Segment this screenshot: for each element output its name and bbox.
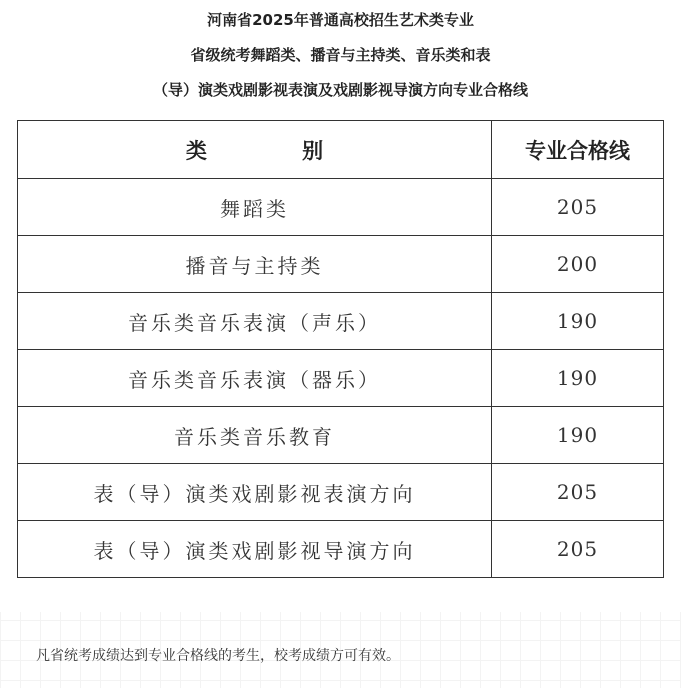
row-category: 音乐类音乐表演（声乐） (18, 293, 492, 350)
row-score: 205 (492, 179, 664, 236)
row-category: 舞蹈类 (18, 179, 492, 236)
footnote: 凡省统考成绩达到专业合格线的考生，校考成绩方可有效。 (36, 648, 400, 664)
header-category: 类 别 (18, 121, 492, 179)
row-score: 200 (492, 236, 664, 293)
table-header-row (18, 121, 664, 179)
title-line-3: （导）演类戏剧影视表演及戏剧影视导演方向专业合格线 (152, 81, 528, 99)
row-score: 190 (492, 407, 664, 464)
table-row (18, 293, 664, 350)
row-category: 表（导）演类戏剧影视导演方向 (18, 521, 492, 578)
row-score: 190 (492, 350, 664, 407)
table-row (18, 407, 664, 464)
table-row (18, 350, 664, 407)
row-score: 190 (492, 293, 664, 350)
title-line-1: 河南省2025年普通高校招生艺术类专业 (207, 11, 474, 29)
score-table (17, 120, 664, 578)
row-category: 音乐类音乐教育 (18, 407, 492, 464)
row-category: 播音与主持类 (18, 236, 492, 293)
row-score: 205 (492, 464, 664, 521)
row-category: 表（导）演类戏剧影视表演方向 (18, 464, 492, 521)
table-row (18, 521, 664, 578)
row-category: 音乐类音乐表演（器乐） (18, 350, 492, 407)
table-row (18, 236, 664, 293)
header-score: 专业合格线 (492, 121, 664, 179)
row-score: 205 (492, 521, 664, 578)
title-line-2: 省级统考舞蹈类、播音与主持类、音乐类和表 (190, 46, 491, 64)
table-row (18, 179, 664, 236)
table-row (18, 464, 664, 521)
